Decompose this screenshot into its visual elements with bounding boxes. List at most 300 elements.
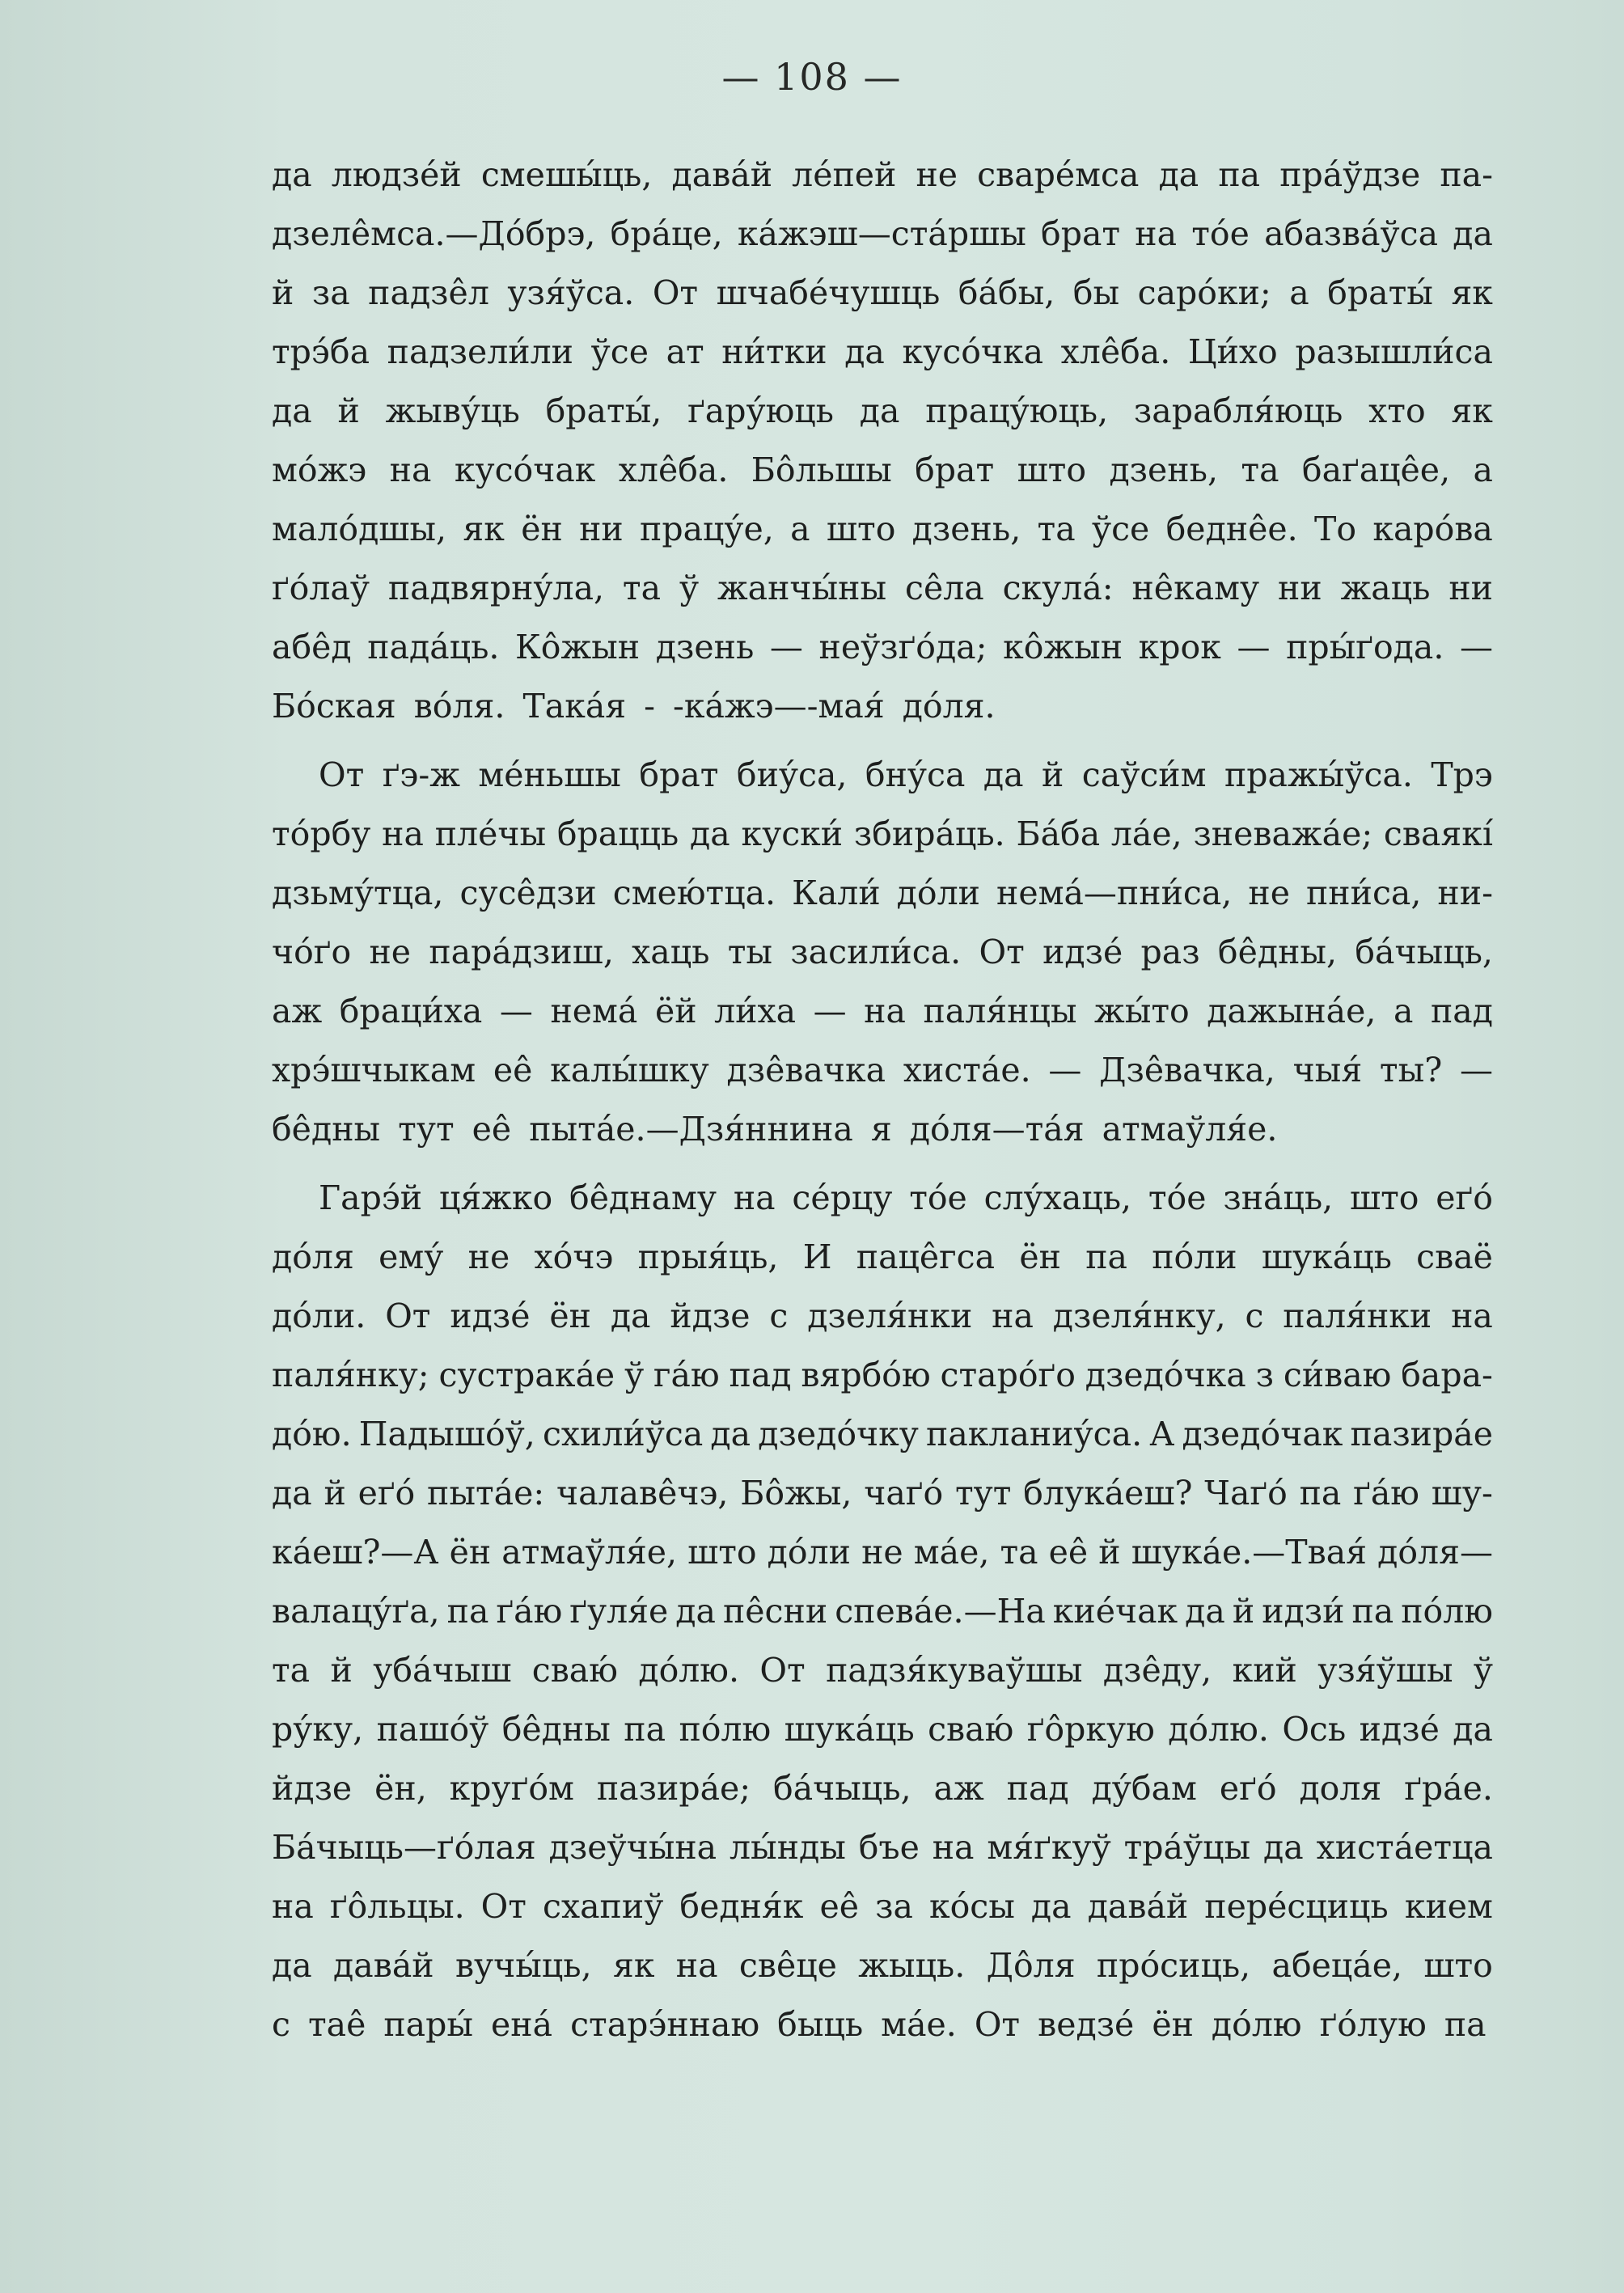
word: пе̂сни <box>722 1592 828 1631</box>
word: брат <box>639 755 719 794</box>
word: пад <box>729 1356 792 1394</box>
paragraph-2 <box>272 746 1493 1159</box>
word: валацу́ґа, <box>272 1592 440 1631</box>
word: идзе́ <box>1359 1710 1440 1749</box>
word: Ба́ба <box>1016 814 1101 853</box>
word: ґару́юць <box>687 391 834 430</box>
word: дзень, <box>1109 451 1218 489</box>
word: -ка́жэ—-мая́ <box>673 687 885 726</box>
word: ее̂ <box>819 1887 860 1926</box>
word: жы́то <box>1094 992 1190 1030</box>
word: пад <box>1430 992 1493 1030</box>
word: Така́я <box>522 687 627 726</box>
word: бе̂дны <box>501 1710 611 1749</box>
word: га́ю <box>653 1356 720 1394</box>
word: ця́жко <box>438 1178 553 1217</box>
word: дзе̂вачка <box>726 1051 886 1089</box>
word: куски́ <box>741 814 844 853</box>
word: ў <box>624 1356 645 1394</box>
word: па <box>446 1592 489 1631</box>
word: до́ля—та́я <box>909 1110 1085 1149</box>
word: узя́ўшы <box>1317 1651 1453 1690</box>
text-line <box>272 1405 1493 1464</box>
word: чаґо́ <box>864 1474 944 1512</box>
word: бе̂днаму <box>569 1178 717 1217</box>
word: што <box>687 1533 757 1572</box>
word: абазва́ўса <box>1264 214 1439 253</box>
word: От <box>759 1651 806 1690</box>
word: вучы́ць, <box>455 1946 592 1985</box>
text-line <box>272 1700 1493 1759</box>
word: й <box>337 391 360 430</box>
word: мало́дшы, <box>272 510 447 548</box>
word: пакланиу́са. <box>926 1415 1143 1453</box>
text-line <box>272 677 1493 736</box>
word: кусо́чак <box>454 451 596 489</box>
word: хрэ́шчыкам <box>272 1051 476 1089</box>
word: ведзе́ <box>1038 2005 1135 2044</box>
word: пражы́ўса. <box>1224 755 1413 794</box>
word: То <box>1314 510 1357 548</box>
text-line <box>272 264 1493 323</box>
word: ён <box>449 1533 492 1572</box>
word: не <box>467 1237 510 1276</box>
word: не <box>916 155 958 194</box>
word: пазира́е; <box>596 1769 751 1808</box>
word: дзень, <box>911 510 1021 548</box>
word: старэ́ннаю <box>570 2005 760 2044</box>
word: хто <box>1368 391 1426 430</box>
word: сваякі́ <box>1383 814 1493 853</box>
word: жыць. <box>858 1946 966 1985</box>
word: сваю́ <box>531 1651 618 1690</box>
word: браты́ <box>1327 273 1433 312</box>
word: — <box>1459 628 1493 666</box>
word: до́ля <box>272 1237 354 1276</box>
word: да <box>710 1415 751 1453</box>
word: брат <box>915 451 995 489</box>
word: пыта́е: <box>427 1474 545 1512</box>
word: паце̂гса <box>856 1237 996 1276</box>
word: тра́ўцы <box>1123 1828 1251 1867</box>
word: працу́е, <box>640 510 774 548</box>
word: Падышо́ў, <box>358 1415 535 1453</box>
word: узя́ўса. <box>507 273 635 312</box>
word: быць <box>777 2005 864 2044</box>
word: та <box>1241 451 1279 489</box>
word: працу́юць, <box>925 391 1109 430</box>
word: ко̂жын <box>1003 628 1123 666</box>
word: пары́ <box>383 2005 474 2044</box>
word: калы́шку <box>550 1051 709 1089</box>
word: пада́ць. <box>367 628 500 666</box>
word: схапиў <box>543 1887 664 1926</box>
word: абе̂д <box>272 628 352 666</box>
word: чо́ґо <box>272 933 352 971</box>
word: та <box>1000 1533 1038 1572</box>
word: ў <box>679 569 700 607</box>
word: А <box>1149 1415 1175 1453</box>
word: до́ли. <box>272 1297 366 1335</box>
text-line <box>272 805 1493 864</box>
word: Трэ <box>1431 755 1493 794</box>
word: паля́нку; <box>272 1356 429 1394</box>
text-line <box>272 1464 1493 1523</box>
word: кие́чак <box>1052 1592 1178 1631</box>
word: збира́ць. <box>853 814 1005 853</box>
text-line <box>272 1818 1493 1877</box>
word: а <box>1289 273 1309 312</box>
word: атмаўля́е, <box>501 1533 678 1572</box>
word: От <box>319 755 365 794</box>
word: пад <box>1006 1769 1069 1808</box>
word: с <box>769 1297 789 1335</box>
text-line <box>272 1100 1493 1159</box>
word: пыта́е.—Дзя́ннина <box>529 1110 853 1149</box>
word: на <box>864 992 906 1030</box>
word: не <box>369 933 412 971</box>
word: не̂каму <box>1131 569 1260 607</box>
text-line <box>272 864 1493 923</box>
word: уба́чыш <box>373 1651 512 1690</box>
word: с <box>1245 1297 1264 1335</box>
word: блука́еш? <box>1023 1474 1193 1512</box>
word: што <box>826 510 896 548</box>
word: баґаце̂е, <box>1301 451 1451 489</box>
word: ґа́ю <box>496 1592 563 1631</box>
word: сусе̂дзи <box>459 874 597 912</box>
word: жанчы́ны <box>717 569 887 607</box>
word: на <box>992 1297 1034 1335</box>
page-number: — 108 — <box>721 55 903 99</box>
word: дзеля́нки <box>807 1297 973 1335</box>
word: да <box>675 1592 716 1631</box>
word: пры́ґода. <box>1286 628 1444 666</box>
word: паля́нки <box>1283 1297 1432 1335</box>
word: то́е <box>1148 1178 1207 1217</box>
word: аж <box>933 1769 984 1808</box>
word: сваё <box>1416 1237 1493 1276</box>
word: ее̂ <box>1048 1533 1089 1572</box>
word: да <box>1453 1710 1493 1749</box>
word: шука́ць <box>1261 1237 1392 1276</box>
word: до́ля. <box>902 687 996 726</box>
word: чалаве̂чэ, <box>556 1474 729 1512</box>
text-line <box>272 618 1493 677</box>
word: сустрака́е <box>438 1356 615 1394</box>
word: до́ли <box>767 1533 851 1572</box>
text-line <box>272 1346 1493 1405</box>
word: бе̂дны <box>272 1110 381 1149</box>
word: да <box>983 755 1024 794</box>
word: пере́сциць <box>1204 1887 1389 1926</box>
text-line <box>272 1523 1493 1582</box>
word: прыя́ць, <box>637 1237 779 1276</box>
word: еґо́ <box>1219 1769 1277 1808</box>
word: ты? <box>1379 1051 1443 1089</box>
word: — <box>1237 628 1271 666</box>
word: ўсе <box>590 332 649 371</box>
text-line <box>272 1641 1493 1700</box>
word: на <box>389 451 432 489</box>
word: по́ли <box>1152 1237 1237 1276</box>
word: до́лю. <box>1168 1710 1269 1749</box>
word: йдзе <box>272 1769 353 1808</box>
word: ду́бам <box>1091 1769 1197 1808</box>
word: ко́сы <box>928 1887 1015 1926</box>
word: дзеле̂мса.—До́брэ, <box>272 214 596 253</box>
text-line <box>272 559 1493 618</box>
word: на <box>733 1178 776 1217</box>
word: Дзе̂вачка, <box>1099 1051 1275 1089</box>
word: - <box>644 687 656 726</box>
word: сваю́ <box>928 1710 1014 1749</box>
word: ка́жэш—ста́ршы <box>737 214 1026 253</box>
word: с <box>272 2005 290 2044</box>
word: й <box>272 273 294 312</box>
word: саро́ки; <box>1137 273 1271 312</box>
word: бъе <box>858 1828 920 1867</box>
word: па <box>1218 155 1261 194</box>
word: дава́й <box>671 155 773 194</box>
text-line <box>272 1995 1493 2054</box>
text-line <box>272 1759 1493 1818</box>
word: людзе́й <box>331 155 462 194</box>
word: як <box>1451 391 1493 430</box>
word: ёй <box>654 992 697 1030</box>
word: ка́еш?—А <box>272 1533 439 1572</box>
word: ў <box>1473 1651 1493 1690</box>
word: старо́ґо <box>940 1356 1076 1394</box>
word: засили́са. <box>790 933 962 971</box>
word: по́лю <box>679 1710 772 1749</box>
word: дзедо́чка <box>1085 1356 1246 1394</box>
word: й <box>330 1651 353 1690</box>
word: падзели́ли <box>387 332 574 371</box>
word: От <box>480 1887 527 1926</box>
word: ён <box>1152 2005 1194 2044</box>
word: да <box>690 814 730 853</box>
word: та <box>272 1651 311 1690</box>
word: шука́ць <box>784 1710 915 1749</box>
text-line <box>272 1582 1493 1641</box>
text-line <box>272 382 1493 441</box>
word: ґа́ю <box>1353 1474 1419 1512</box>
word: кий <box>1232 1651 1297 1690</box>
word: по́лю <box>1401 1592 1493 1631</box>
word: От <box>385 1297 431 1335</box>
word: — <box>813 992 847 1030</box>
word: — <box>769 628 803 666</box>
word: па <box>1351 1592 1394 1631</box>
word: Бо̂льшы <box>751 451 892 489</box>
text-line <box>272 1877 1493 1936</box>
word: биу́са, <box>736 755 848 794</box>
word: ґэ-ж <box>382 755 460 794</box>
word: До̂ля <box>986 1946 1076 1985</box>
word: ни- <box>1437 874 1493 912</box>
word: спева́е.—На <box>835 1592 1046 1631</box>
paragraph-3 <box>272 1169 1493 2054</box>
word: ни <box>579 510 624 548</box>
word: а <box>1473 451 1493 489</box>
text-line <box>272 1228 1493 1287</box>
word: зарабля́юць <box>1133 391 1343 430</box>
word: Бо́ская <box>272 687 396 726</box>
word: От <box>652 273 699 312</box>
word: ле́пей <box>792 155 897 194</box>
word: й <box>1098 1533 1121 1572</box>
word: да <box>272 1474 312 1512</box>
word: да <box>272 1946 312 1985</box>
word: па <box>1085 1237 1127 1276</box>
word: падвярну́ла, <box>387 569 605 607</box>
word: ее̂ <box>472 1110 512 1149</box>
word: трэ́ба <box>272 332 370 371</box>
word: ты <box>727 933 773 971</box>
word: до́ли <box>896 874 980 912</box>
word: на <box>932 1828 975 1867</box>
word: еґо́ <box>357 1474 416 1512</box>
word: на <box>1135 214 1178 253</box>
word: па <box>1444 2005 1487 2044</box>
word: каро́ва <box>1372 510 1493 548</box>
word: на <box>1451 1297 1493 1335</box>
word: атмаўля́е. <box>1102 1110 1278 1149</box>
word: дзеля́нку, <box>1052 1297 1226 1335</box>
word: па <box>624 1710 666 1749</box>
word: пни́са, <box>1305 874 1422 912</box>
word: схили́ўса <box>542 1415 704 1453</box>
word: абеца́е, <box>1271 1946 1403 1985</box>
word: бара- <box>1401 1356 1493 1394</box>
word: брацць <box>556 814 679 853</box>
word: смею́тца. <box>612 874 776 912</box>
word: зневажа́е; <box>1193 814 1373 853</box>
word: си́ваю <box>1283 1356 1392 1394</box>
word: ён, <box>374 1769 427 1808</box>
word: ён <box>549 1297 591 1335</box>
word: да <box>610 1297 651 1335</box>
word: ґра́е. <box>1404 1769 1493 1808</box>
word: неўзґо́да; <box>818 628 988 666</box>
word: й <box>324 1474 346 1512</box>
word: ґо̂ркую <box>1026 1710 1155 1749</box>
word: да <box>1453 214 1493 253</box>
word: дзедо́чку <box>758 1415 919 1453</box>
word: мя́ґкуў <box>987 1828 1111 1867</box>
word: бе̂дны, <box>1217 933 1338 971</box>
word: пазира́е <box>1350 1415 1493 1453</box>
word: бедне̂е. <box>1165 510 1298 548</box>
word: кием <box>1404 1887 1493 1926</box>
word: Гарэ́й <box>319 1178 423 1217</box>
word: дзеўчы́на <box>548 1828 717 1867</box>
word: да <box>859 391 900 430</box>
word: што <box>1017 451 1087 489</box>
word: крок <box>1138 628 1221 666</box>
word: разышли́са <box>1295 332 1493 371</box>
text-line <box>272 1041 1493 1100</box>
word: Ко̂жын <box>515 628 641 666</box>
word: бну́са <box>865 755 966 794</box>
word: не <box>1248 874 1290 912</box>
word: — <box>499 992 533 1030</box>
word: й <box>1042 755 1064 794</box>
word: тае̂ <box>307 2005 366 2044</box>
word: аж <box>272 992 323 1030</box>
word: Чаґо́ <box>1204 1474 1288 1512</box>
word: скула́: <box>1002 569 1114 607</box>
word: да <box>1185 1592 1225 1631</box>
word: се̂ла <box>905 569 984 607</box>
word: — <box>1048 1051 1082 1089</box>
word: зна́ць, <box>1223 1178 1334 1217</box>
word: за <box>311 273 350 312</box>
word: паля́нцы <box>923 992 1077 1030</box>
word: хо́чэ <box>534 1237 614 1276</box>
word: й <box>1232 1592 1255 1631</box>
word: хиста́е. <box>903 1051 1031 1089</box>
word: бы <box>1072 273 1120 312</box>
word: хле̂ба. <box>618 451 729 489</box>
word: мо́жэ <box>272 451 367 489</box>
word: слу́хаць, <box>983 1178 1132 1217</box>
word: шчабе́чушць <box>716 273 941 312</box>
word: ру́ку, <box>272 1710 364 1749</box>
word: лы́нды <box>730 1828 846 1867</box>
word: От <box>979 933 1025 971</box>
word: да <box>1158 155 1199 194</box>
word: шу- <box>1431 1474 1493 1512</box>
word: про́сиць, <box>1096 1946 1251 1985</box>
word: з <box>1255 1356 1274 1394</box>
word: што <box>1350 1178 1419 1217</box>
word: ма́е, <box>913 1533 990 1572</box>
word: ба́чыць, <box>773 1769 911 1808</box>
word: идзи́ <box>1262 1592 1345 1631</box>
word: сваре́мса <box>977 155 1140 194</box>
word: як <box>612 1946 655 1985</box>
word: нема́ <box>550 992 638 1030</box>
word: идзе́ <box>1042 933 1123 971</box>
word: ён <box>1019 1237 1061 1276</box>
text-line <box>272 146 1493 205</box>
word: браты́, <box>545 391 662 430</box>
word: хиста́етца <box>1316 1828 1493 1867</box>
word: да <box>1030 1887 1072 1926</box>
word: се́рцу <box>792 1178 893 1217</box>
word: пра́ўдзе <box>1279 155 1421 194</box>
word: ґо́лую <box>1319 2005 1427 2044</box>
word: до́ля— <box>1377 1533 1493 1572</box>
word: не <box>861 1533 903 1572</box>
word: я <box>870 1110 892 1149</box>
word: еґо́ <box>1436 1178 1493 1217</box>
word: то́е <box>1191 214 1250 253</box>
word: па <box>1299 1474 1342 1512</box>
text-line <box>272 500 1493 559</box>
word: дажына́е, <box>1207 992 1377 1030</box>
word: да <box>272 391 312 430</box>
word: чыя́ <box>1292 1051 1363 1089</box>
word: а <box>1393 992 1414 1030</box>
word: ат <box>666 332 704 371</box>
word: ни <box>1278 569 1322 607</box>
word: ли́ха <box>714 992 797 1030</box>
word: жаць <box>1340 569 1431 607</box>
word: Бо̂жы, <box>740 1474 852 1512</box>
